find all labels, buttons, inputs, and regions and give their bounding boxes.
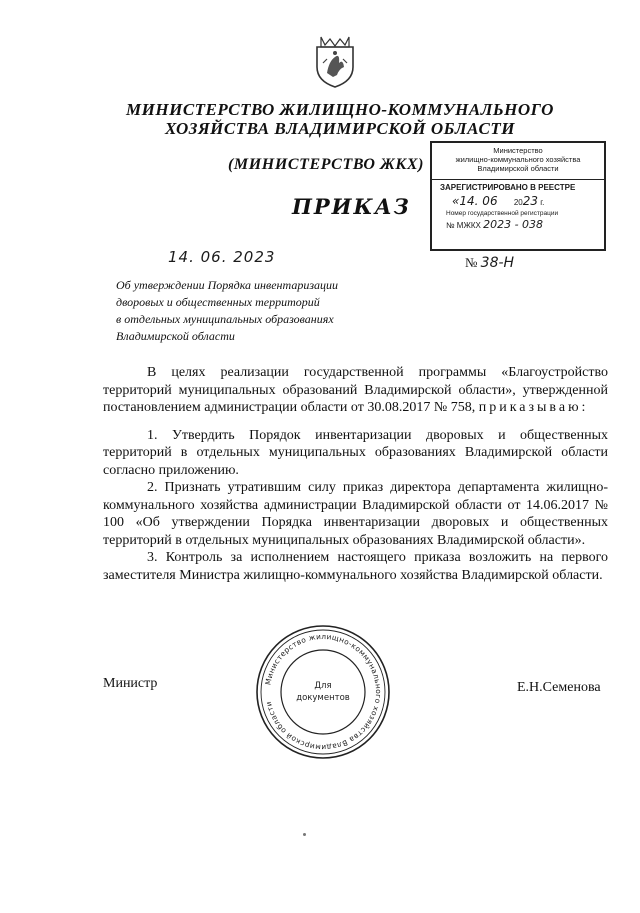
- registration-stamp-line3: Владимирской области: [477, 164, 559, 173]
- order-item-2: 2. Признать утратившим силу приказ директора департамента жилищно-коммунального хозяйства администрации Владимирской области от 14.06.2017 № 100 «Об утверждении Порядка инвентаризации дворовых и общественных территорий в отдельных муниципальных образованиях Владимирской области».: [103, 480, 608, 548]
- registration-date: [432, 192, 604, 210]
- order-number-prefix: №: [465, 255, 478, 270]
- registered-label: ЗАРЕГИСТРИРОВАНО В РЕЕСТРЕ: [440, 183, 576, 192]
- signatory-name: Е.Н.Семенова: [517, 680, 601, 695]
- order-date-value: 14. 06. 2023: [168, 248, 276, 266]
- preamble-command: приказываю:: [478, 400, 589, 415]
- registration-stamp-header: [432, 143, 604, 180]
- order-subject: [116, 277, 376, 345]
- ministry-title-line2: ХОЗЯЙСТВА ВЛАДИМИРСКОЙ ОБЛАСТИ: [165, 119, 515, 138]
- ministry-title-line1: МИНИСТЕРСТВО ЖИЛИЩНО-КОММУНАЛЬНОГО: [126, 100, 554, 119]
- order-number: [465, 255, 514, 271]
- registration-stamp-line1: Министерство: [493, 146, 543, 155]
- round-seal-stamp: [253, 622, 393, 762]
- registration-date-year: 23: [522, 194, 538, 208]
- subject-line2: дворовых и общественных территорий: [116, 295, 320, 309]
- vladimir-coat-of-arms-icon: [313, 33, 357, 89]
- preamble-text: В целях реализации государственной программы «Благоустройство территорий муниципальных образований Владимирской области», утвержденной постановлением администрации области от 30.08.2017 № 758,: [103, 365, 608, 415]
- ministry-title: [120, 100, 560, 138]
- document-type-title: ПРИКАЗ: [292, 194, 411, 219]
- subject-line4: Владимирской области: [116, 329, 235, 343]
- ministry-abbreviation: (МИНИСТЕРСТВО ЖКХ): [228, 156, 425, 173]
- registration-number-label: Номер государственной регистрации: [446, 210, 559, 217]
- signatory-title: Министр: [103, 676, 158, 691]
- order-item-3: 3. Контроль за исполнением настоящего приказа возложить на первого заместителя Министра жилищно-коммунального хозяйства Владимирской области.: [103, 550, 608, 583]
- registration-stamp-line2: жилищно-коммунального хозяйства: [455, 155, 581, 164]
- preamble-paragraph: [103, 364, 608, 417]
- scan-speck: [303, 833, 306, 836]
- order-date: [168, 248, 275, 267]
- registration-date-suffix: г.: [540, 198, 545, 207]
- round-stamp-center-line2: документов: [296, 693, 350, 703]
- subject-line3: в отдельных муниципальных образованиях: [116, 312, 334, 326]
- order-body: [103, 364, 608, 584]
- subject-line1: Об утверждении Порядка инвентаризации: [116, 278, 338, 292]
- order-number-value: 38-Н: [480, 255, 515, 271]
- round-stamp-center-line1: Для: [314, 681, 332, 691]
- registration-number: [432, 217, 604, 231]
- registration-date-year-prefix: 20: [513, 198, 523, 207]
- registration-date-day-month: «14. 06: [452, 194, 498, 208]
- registration-number-prefix: № МЖКХ: [446, 221, 481, 230]
- registration-stamp: [430, 141, 606, 251]
- round-stamp-ring-text: Министерство жилищно-коммунального хозяйства Владимирской области: [263, 631, 384, 753]
- order-item-1: 1. Утвердить Порядок инвентаризации дворовых и общественных территорий в отдельных муниципальных образованиях Владимирской области согласно приложению.: [103, 427, 608, 478]
- registration-number-value: 2023 - 038: [483, 218, 544, 231]
